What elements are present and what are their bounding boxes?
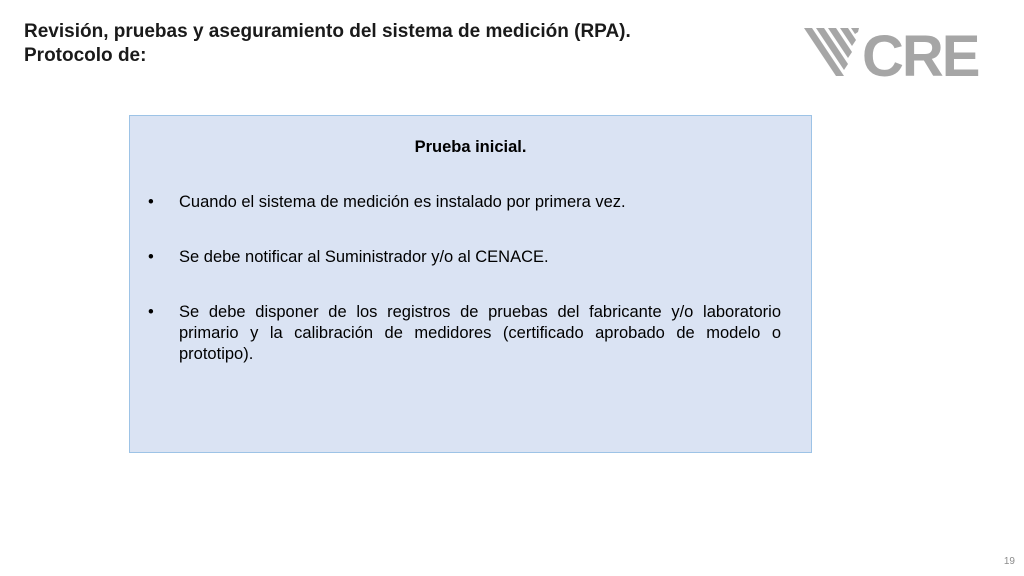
bullet-text: Se debe disponer de los registros de pruebas del fabricante y/o laboratorio primario y la calibración de medidores (certificado aprobado de modelo o prototipo). xyxy=(179,303,781,363)
bullet-dot-icon: • xyxy=(148,248,154,266)
list-item xyxy=(146,302,781,365)
content-box xyxy=(129,115,812,453)
list-item xyxy=(146,247,781,268)
bullet-list xyxy=(146,192,781,399)
bullet-text: Cuando el sistema de medición es instalado por primera vez. xyxy=(179,193,626,211)
cre-logo-text: CRE xyxy=(862,24,979,80)
slide-title xyxy=(24,20,631,68)
list-item xyxy=(146,192,781,213)
bullet-text: Se debe notificar al Suministrador y/o al CENACE. xyxy=(179,248,549,266)
page-number: 19 xyxy=(1003,556,1015,567)
stripes-mark-icon xyxy=(804,28,859,76)
bullet-dot-icon: • xyxy=(148,193,154,211)
slide-title-line-2: Protocolo de: xyxy=(24,45,147,66)
slide-title-line-1: Revisión, pruebas y aseguramiento del sistema de medición (RPA). xyxy=(24,21,631,42)
bullet-dot-icon: • xyxy=(148,303,154,321)
cre-logo xyxy=(804,24,1000,80)
box-heading: Prueba inicial. xyxy=(414,138,527,156)
